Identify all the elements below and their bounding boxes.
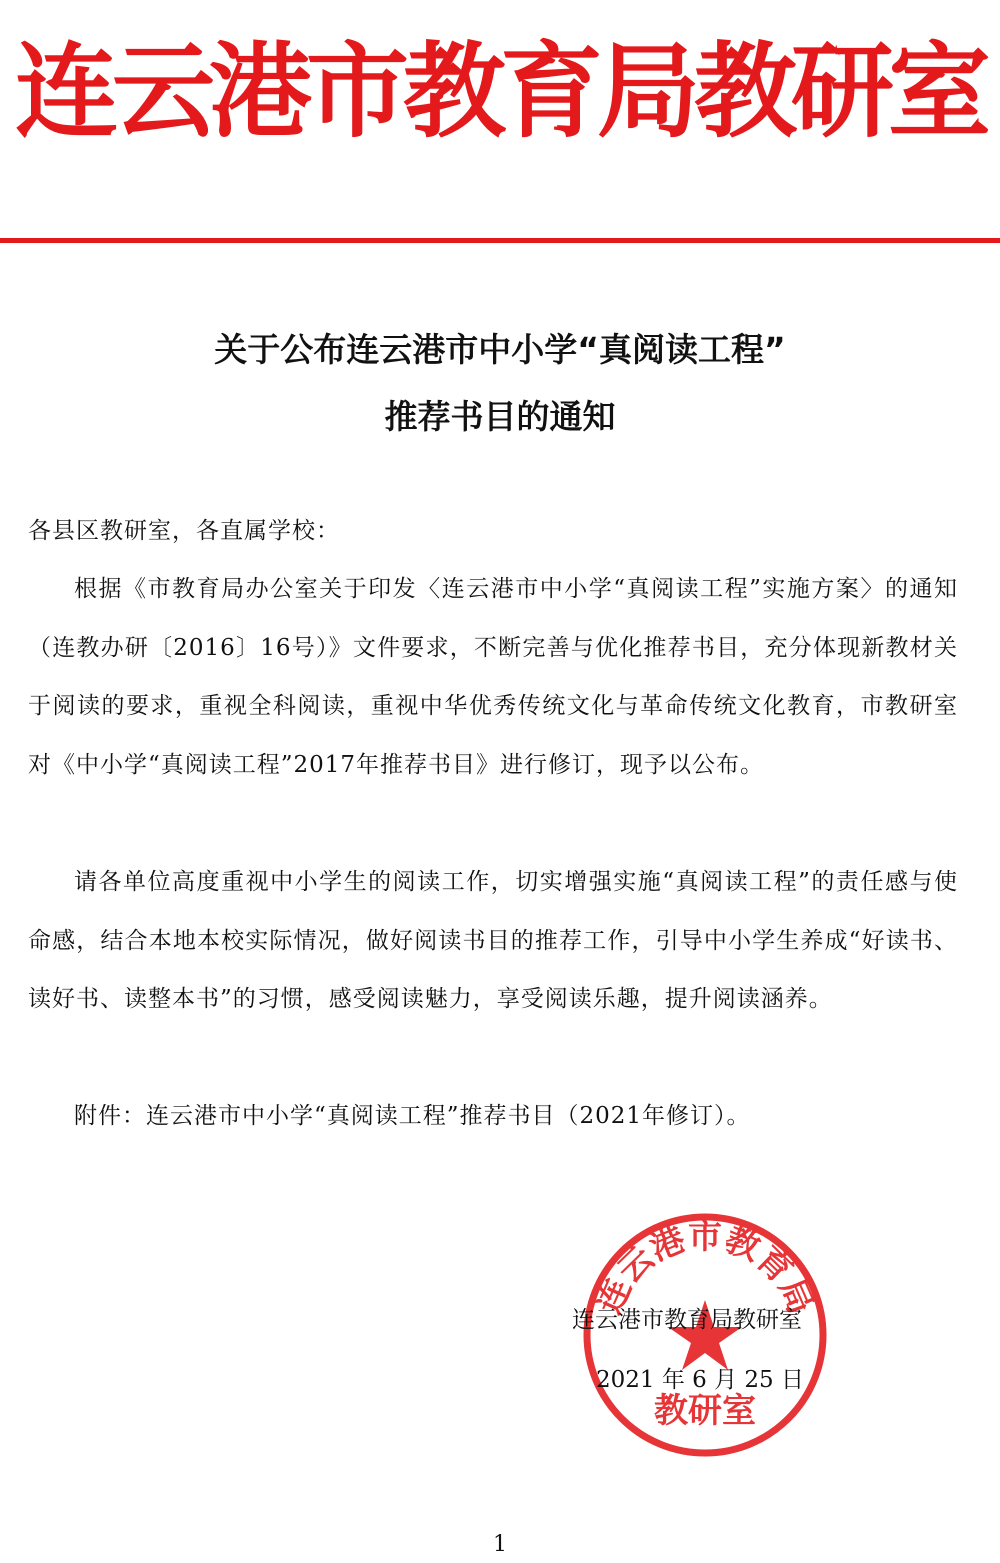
signature-org: 连云港市教育局教研室 xyxy=(572,1307,802,1333)
seal-arc-text: 连云港市教育局 xyxy=(589,1216,821,1320)
document-title-line-1: 关于公布连云港市中小学“真阅读工程” xyxy=(214,330,786,369)
document-title-line-2: 推荐书目的通知 xyxy=(384,397,616,436)
attachment-line: 附件：连云港市中小学“真阅读工程”推荐书目（2021年修订）。 xyxy=(74,1103,751,1129)
page-number: 1 xyxy=(493,1532,507,1557)
letterhead-org-name: 连云港市教育局教研室 xyxy=(15,31,985,152)
body-paragraph-1: 根据《市教育局办公室关于印发〈连云港市中小学“真阅读工程”实施方案〉的通知（连教办研〔2016〕16号）》文件要求，不断完善与优化推荐书目，充分体现新教材关于阅读的要求，重视全科阅读，重视中华优秀传统文化与革命传统文化教育，市教研室对《中小学“真阅读工程”2017年推荐书目》进行修订，现予以公布。 xyxy=(28,576,958,778)
seal-bottom-text: 教研室 xyxy=(654,1391,756,1431)
body-paragraph-2: 请各单位高度重视中小学生的阅读工作，切实增强实施“真阅读工程”的责任感与使命感，结合本地本校实际情况，做好阅读书目的推荐工作，引导中小学生养成“好读书、读好书、读整本书”的习惯，感受阅读魅力，享受阅读乐趣，提升阅读涵养。 xyxy=(28,869,958,1012)
signature-date: 2021 年 6 月 25 日 xyxy=(596,1367,804,1393)
letterhead-red-rule xyxy=(0,238,1000,243)
salutation: 各县区教研室，各直属学校： xyxy=(28,518,340,544)
